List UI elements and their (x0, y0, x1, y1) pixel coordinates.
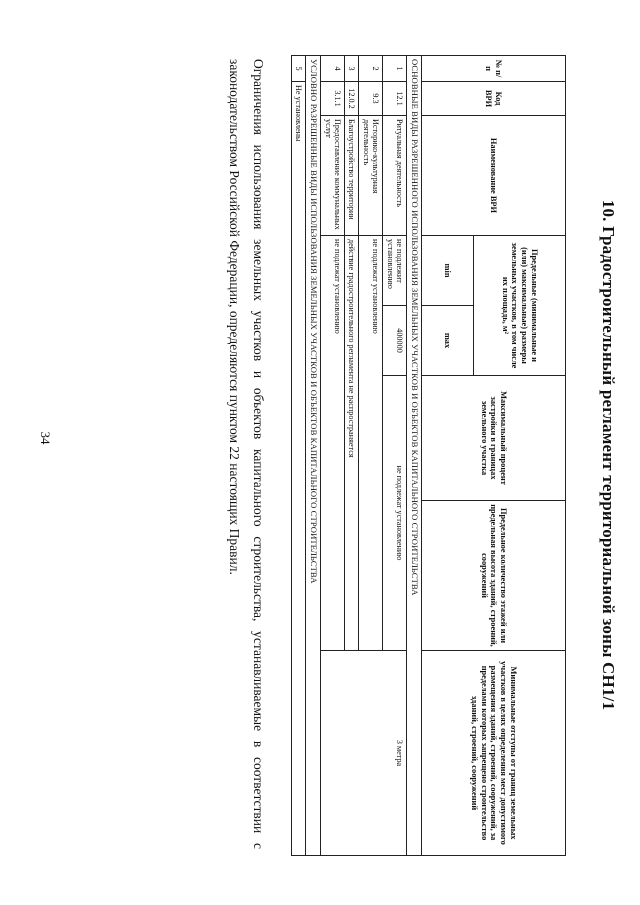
header-name: Наименование ВРИ (422, 116, 566, 236)
row-num: 4 (321, 56, 345, 82)
restrictions-note: Ограничения использования земельных участков и объектов капитального строительства, устанавливаемые в соответствии с законодательством Российской Федерации, определяются пунктом 22 настоящих Правил. (226, 59, 266, 849)
row-code: 12.1 (383, 82, 407, 116)
row-num: 5 (291, 56, 305, 82)
section-main-title: ОСНОВНЫЕ ВИДЫ РАЗРЕШЕННОГО ИСПОЛЬЗОВАНИЯ ЗЕМЕЛЬНЫХ УЧАСТКОВ И ОБЪЕКТОВ КАПИТАЛЬНОГО СТРОИТЕЛЬСТВА (407, 56, 422, 856)
row-area-max: 400000 (383, 306, 407, 376)
table-row (291, 56, 305, 856)
table-row (383, 56, 407, 856)
header-floors: Предельное количество этажей или предельная высота зданий, строений, сооружений (422, 501, 566, 651)
row-code: 9.3 (359, 82, 383, 116)
row-name: Ритуальная деятельность (383, 116, 407, 236)
regulation-table (291, 55, 566, 856)
header-offsets: Минимальные отступы от границ земельных участков в целях определения мест допустимого размещения зданий, строений, сооружений, за пределами которых запрещено строительство зданий, строений, сооружений (422, 651, 566, 856)
row-num: 3 (345, 56, 359, 82)
header-num: № п/п (422, 56, 566, 82)
row-merged-value: действие градостроительного регламента не распространяется (345, 236, 359, 651)
header-area-max: max (422, 306, 474, 376)
row-merged-value: не подлежат установлению (321, 236, 345, 651)
row-merged-value: не подлежат установлению (359, 236, 383, 651)
row-code: 12.0.2 (345, 82, 359, 116)
page-number: 34 (38, 431, 53, 445)
row-num: 1 (383, 56, 407, 82)
section-conditional-title: УСЛОВНО РАЗРЕШЕННЫЕ ВИДЫ ИСПОЛЬЗОВАНИЯ ЗЕМЕЛЬНЫХ УЧАСТКОВ И ОБЪЕКТОВ КАПИТАЛЬНОГО СТРОИТЕЛЬСТВА (306, 56, 321, 856)
row-name: Предоставление коммунальных услуг (321, 116, 345, 236)
row-name: Историко-культурная деятельность (359, 116, 383, 236)
row-num: 2 (359, 56, 383, 82)
header-code: Код ВРИ (422, 82, 566, 116)
row-offsets: 3 метра (321, 651, 407, 856)
row-conditional-text: Не установлены (291, 82, 305, 856)
row-name: Благоустройство территории (345, 116, 359, 236)
page-title: 10. Градостроительный регламент территориальной зоны СН1/1 (599, 199, 618, 711)
row-merged-value: не подлежат установлению (383, 376, 407, 651)
header-area: Предельные (минимальные и (или) максимальные) размеры земельных участков, в том числе их площадь, м² (474, 236, 566, 376)
rotated-page-content (70, 45, 630, 865)
row-area-min: не подлежит установлению (383, 236, 407, 306)
header-area-min: min (422, 236, 474, 306)
row-code: 3.1.1 (321, 82, 345, 116)
header-percent: Максимальный процент застройки в границах земельного участка (422, 376, 566, 501)
